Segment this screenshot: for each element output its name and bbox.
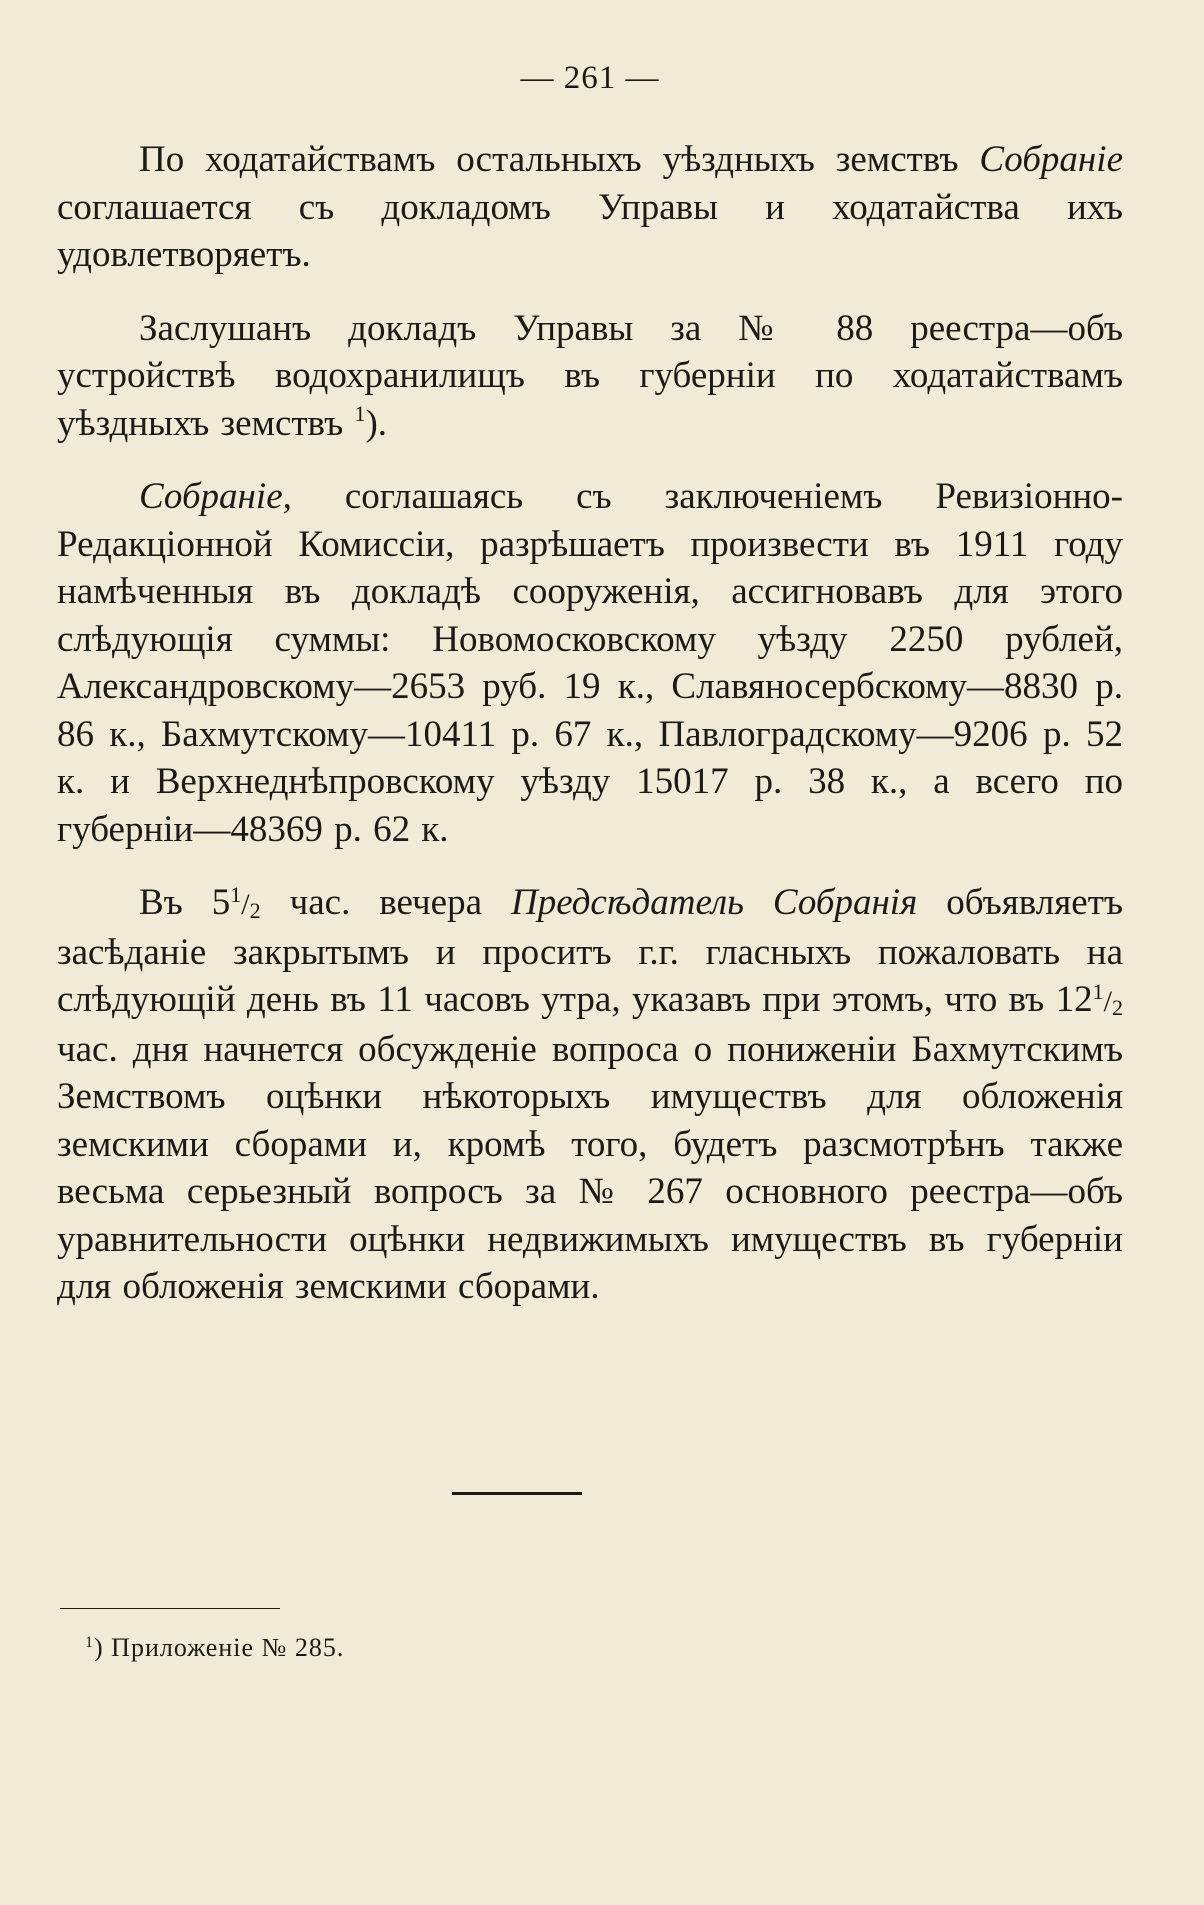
fraction-1-denominator: 2 [249,898,261,923]
paragraph-2-text-a: Заслушанъ докладъ Управы за № 88 реестра—объ устройствѣ водохранилищъ въ губерніи по ходатайствамъ уѣздныхъ земствъ [57,307,1123,444]
fraction-1-numerator: 1 [230,882,242,907]
document-page [57,48,1123,1868]
fraction-2-denominator: 2 [1112,995,1123,1020]
paragraph-1-text-a: По ходатайствамъ остальныхъ уѣздныхъ земствъ [139,139,980,180]
paragraph-4 [57,879,1123,1311]
footnote-close-paren: ) [94,1633,104,1662]
paragraph-1-text-b: соглашается съ докладомъ Управы и ходатайства ихъ удовлетворяетъ. [57,186,1123,275]
footnote-text: Приложеніе № 285. [103,1633,345,1662]
paragraph-1 [57,136,1123,279]
footnote [85,1630,344,1666]
paragraph-4-italic: Предсѣдатель Собранія [510,882,918,923]
footnote-rule [60,1608,280,1609]
page-number: — 261 — [520,60,660,96]
paragraph-1-italic: Собраніе [979,139,1123,180]
paragraph-4-text-c: объявляетъ засѣданіе закрытымъ и проситъ г.г. гласныхъ пожаловать на слѣдующій день въ 11 часовъ утра, указавъ при этомъ, что въ 12 [57,882,1123,1020]
paragraph-4-text-d: час. дня начнется обсужденіе вопроса о пониженіи Бахмутскимъ Земствомъ оцѣнки нѣкоторыхъ имуществъ для обложенія земскими сборами и, кромѣ того, будетъ разсмотрѣнъ также весьма серьезный вопросъ за № 267 основного реестра—объ уравнительности оцѣнки недвижимыхъ имуществъ въ губерніи для обложенія земскими сборами. [57,1028,1123,1307]
body-text [57,136,1123,1311]
fraction-half-2: $^1/_2$ [1092,979,1123,1020]
paragraph-2 [57,305,1123,448]
paragraph-2-text-b: ). [365,402,388,444]
paragraph-3 [57,473,1123,853]
footnote-reference: 1 [354,400,366,426]
paragraph-3-italic: Собраніе, [139,476,292,517]
paragraph-4-text-b: час. вечера [260,882,511,923]
fraction-2-numerator: 1 [1092,979,1104,1004]
fraction-half-1: $^1/_2$ [230,882,261,923]
paragraph-3-text: соглашаясь съ заключеніемъ Ревизіонно-Редакціонной Комиссіи, разрѣшаетъ произвести въ 1911 году намѣченныя въ докладѣ сооруженія, ассигновавъ для этого слѣдующія суммы: Новомосковскому уѣзду 2250 рублей, Александровскому—2653 руб. 19 к., Славяносербскому—8830 р. 86 к., Бахмутскому—10411 р. 67 к., Павлоградскому—9206 р. 52 к. и Верхнеднѣпровскому уѣзду 15017 р. 38 к., а всего по губерніи—48369 р. 62 к. [57,476,1123,850]
section-separator [452,1492,582,1495]
footnote-mark: 1 [85,1634,94,1651]
paragraph-4-text-a: Въ 5 [139,882,231,923]
